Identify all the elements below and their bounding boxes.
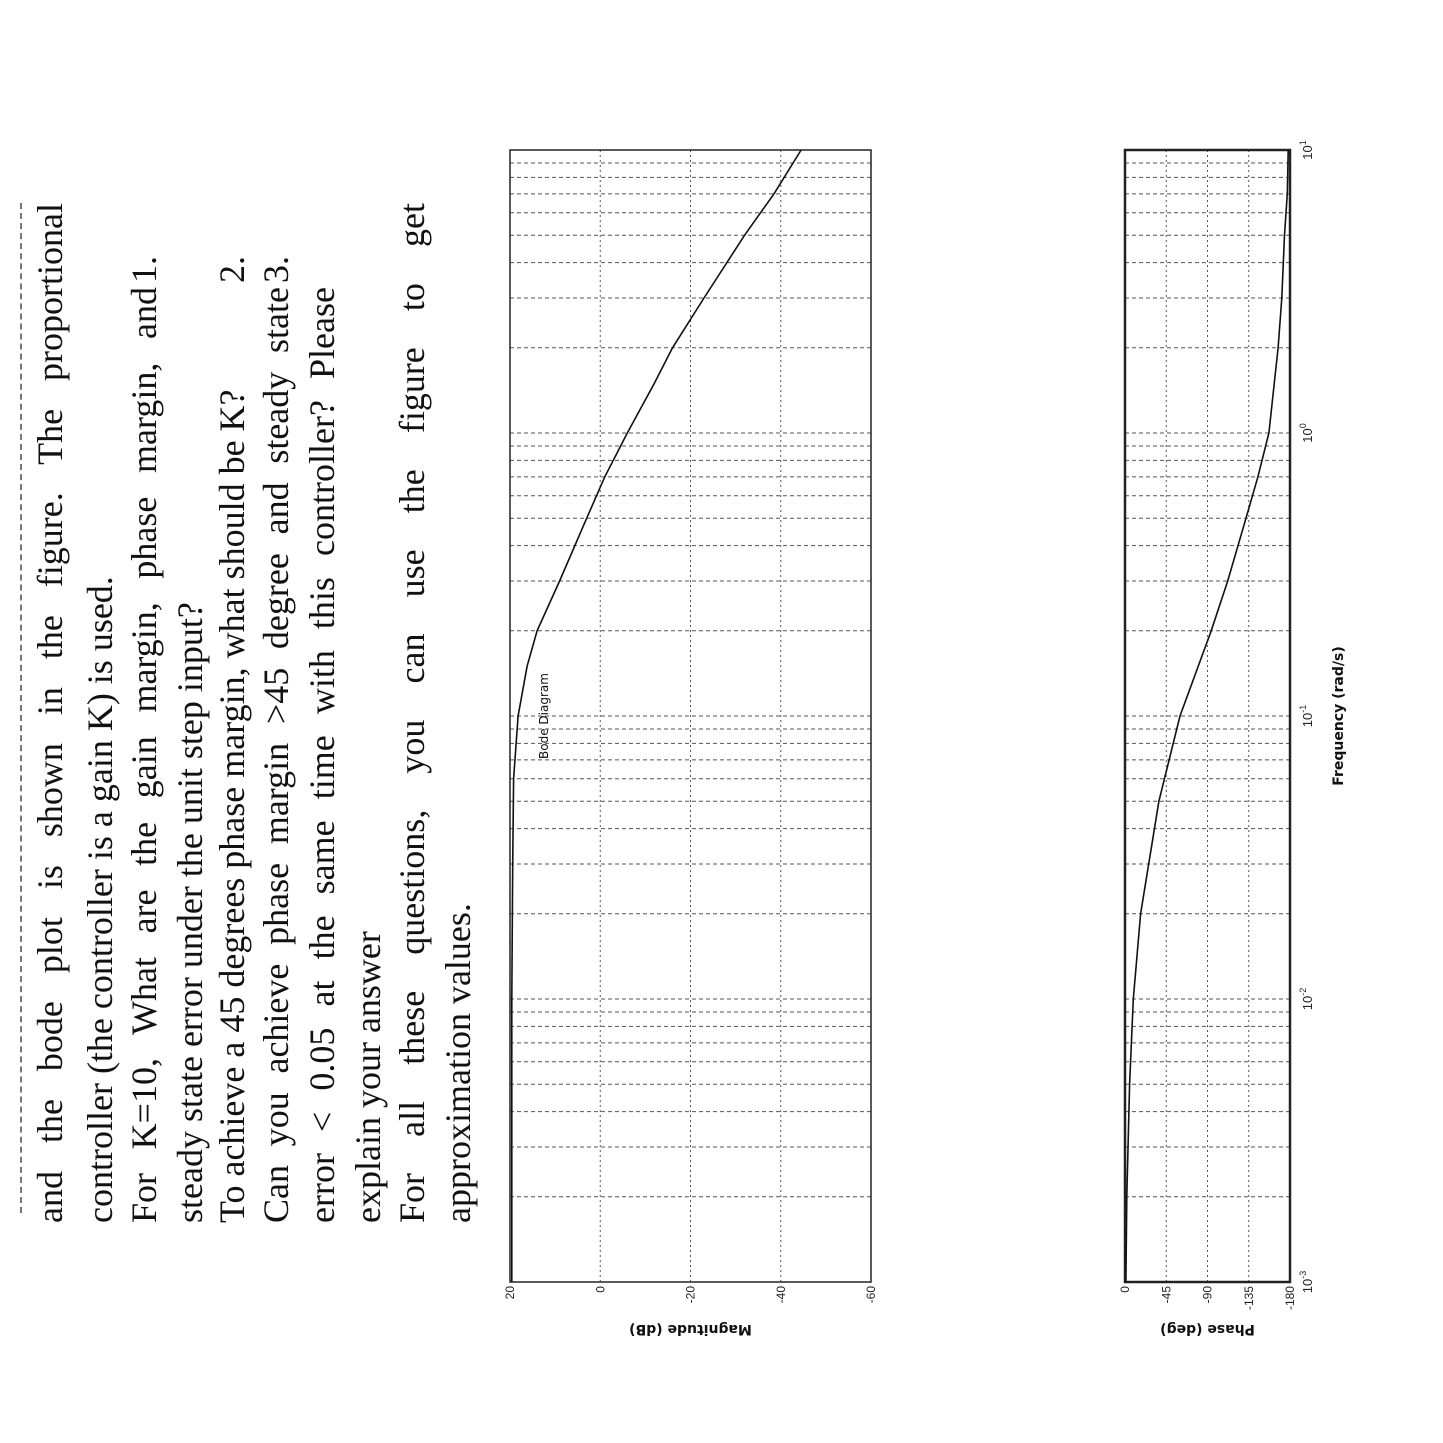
intro-line-2: controller (the controller is a gain K) is used.: [80, 576, 120, 1223]
closing-line-1: For all these questions, you can use the figure to get: [392, 203, 432, 1223]
y-tick-label-phase: 0: [1118, 1286, 1132, 1293]
x-tick-label: $10^{-2}$: [1298, 987, 1315, 1011]
x-axis-title: Frequency (rad/s): [1331, 646, 1347, 786]
question-3-line-2: error < 0.05 at the same time with this controller? Please: [302, 287, 342, 1223]
y-tick-label-phase: -45: [1159, 1286, 1174, 1304]
y-tick-label-phase: -135: [1241, 1286, 1256, 1311]
closing-line-2: approximation values.: [438, 903, 478, 1223]
y-tick-label-magnitude: 20: [503, 1286, 517, 1300]
intro-line-1: and the bode plot is shown in the figure. The proportional: [30, 203, 70, 1223]
question-1-line-1: For K=10, What are the gain margin, phase margin, and: [124, 287, 164, 1223]
y-axis-title-magnitude: Magnitude (dB): [629, 1321, 752, 1337]
y-tick-label-magnitude: -40: [773, 1286, 788, 1304]
question-3-line-3: explain your answer: [348, 931, 388, 1223]
question-3-line-1: Can you achieve phase margin >45 degree and steady state: [256, 287, 296, 1223]
phase-grid: [1125, 150, 1290, 1282]
x-tick-label: $10^{-3}$: [1298, 1270, 1315, 1294]
question-2-number: 2.: [212, 256, 252, 283]
question-1-line-2: steady state error under the unit step input?: [170, 602, 210, 1223]
x-tick-label: $10^1$: [1298, 140, 1315, 160]
y-tick-label-phase: -180: [1283, 1286, 1297, 1311]
chart-title: Bode Diagram: [537, 673, 551, 759]
y-tick-label-phase: -90: [1200, 1286, 1215, 1304]
x-tick-label: $10^0$: [1298, 423, 1315, 443]
y-tick-label-magnitude: -60: [864, 1286, 878, 1304]
question-3-number: 3.: [256, 256, 296, 283]
y-tick-label-magnitude: -20: [683, 1286, 698, 1304]
y-axis-title-phase: Phase (deg): [1160, 1321, 1255, 1337]
question-1-number: 1.: [124, 256, 164, 283]
question-2-line-1: To achieve a 45 degrees phase margin, what should be K?: [212, 389, 252, 1223]
x-tick-label: $10^{-1}$: [1298, 704, 1315, 728]
y-tick-label-magnitude: 0: [593, 1286, 608, 1293]
